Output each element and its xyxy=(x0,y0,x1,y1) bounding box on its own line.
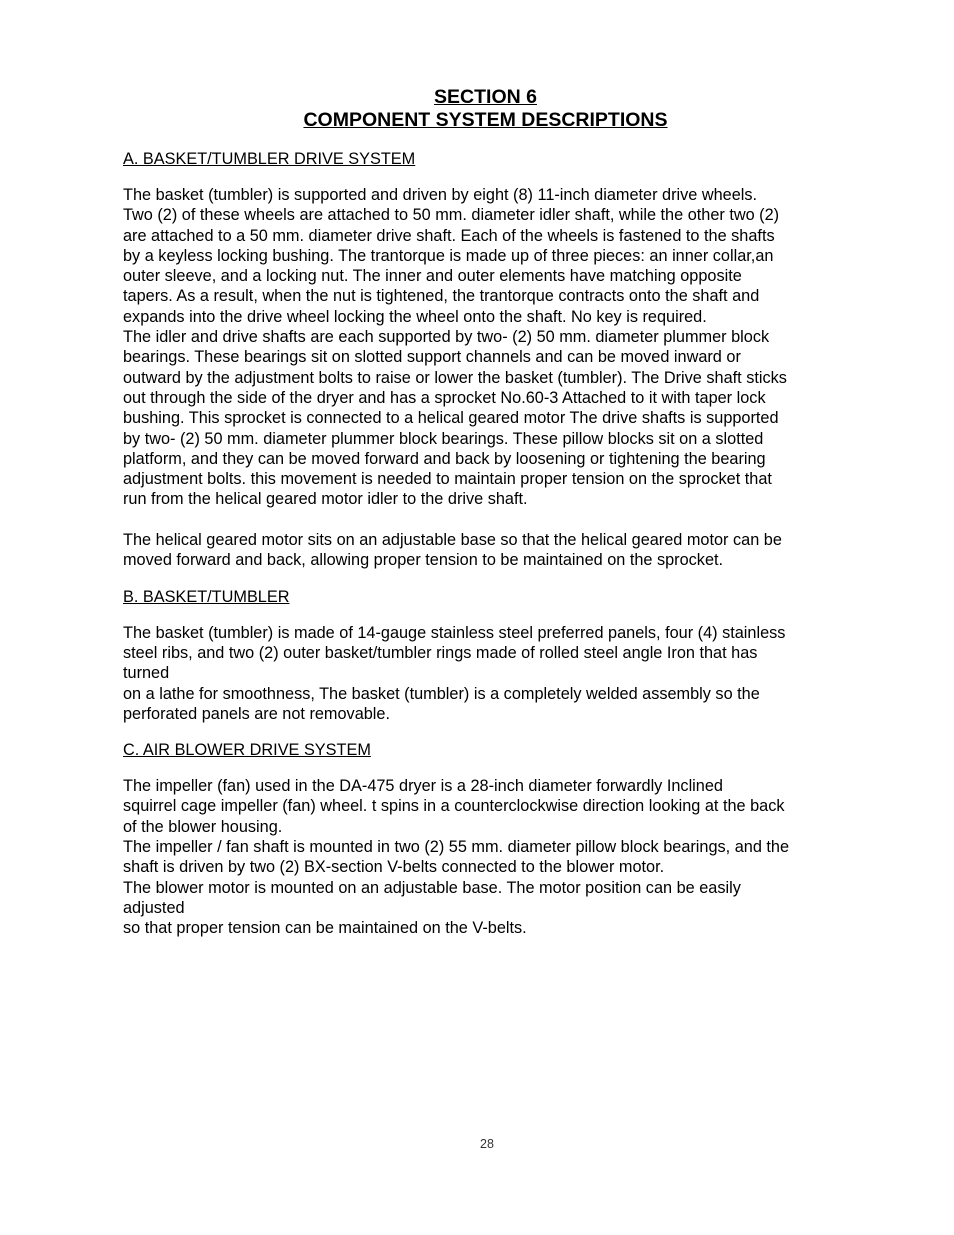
text-line: shaft is driven by two (2) BX-section V-belts connected to the blower motor. xyxy=(123,858,665,877)
text-line: adjusted xyxy=(123,898,185,917)
text-line: The blower motor is mounted on an adjustable base. The motor position can be easily xyxy=(123,878,741,897)
text-line: The impeller (fan) used in the DA-475 dryer is a 28-inch diameter forwardly Inclined xyxy=(123,777,723,796)
paragraph-basket-drive-1 xyxy=(123,185,848,510)
text-line: steel ribs, and two (2) outer basket/tumbler rings made of rolled steel angle Iron that has xyxy=(123,643,758,662)
text-line: adjustment bolts. this movement is needed to maintain proper tension on the sprocket that xyxy=(123,470,772,489)
text-line: are attached to a 50 mm. diameter drive shaft. Each of the wheels is fastened to the shafts xyxy=(123,226,775,245)
paragraph-basket-drive-2 xyxy=(123,530,848,571)
text-line: squirrel cage impeller (fan) wheel. t spins in a counterclockwise direction looking at the back xyxy=(123,797,785,816)
paragraph-air-blower-1 xyxy=(123,776,848,938)
text-line: The impeller / fan shaft is mounted in two (2) 55 mm. diameter pillow block bearings, and the xyxy=(123,838,790,857)
section-name: COMPONENT SYSTEM DESCRIPTIONS xyxy=(303,109,668,131)
text-line: moved forward and back, allowing proper tension to be maintained on the sprocket. xyxy=(123,551,724,570)
text-line: The idler and drive shafts are each supported by two- (2) 50 mm. diameter plummer block xyxy=(123,328,770,347)
text-line: on a lathe for smoothness, The basket (tumbler) is a completely welded assembly so the xyxy=(123,684,760,703)
text-line: out through the side of the dryer and has a sprocket No.60-3 Attached to it with taper lock xyxy=(123,388,766,407)
text-line: so that proper tension can be maintained on the V-belts. xyxy=(123,919,527,938)
heading-air-blower: C. AIR BLOWER DRIVE SYSTEM xyxy=(123,741,371,760)
heading-basket: B. BASKET/TUMBLER xyxy=(123,587,290,606)
text-line: expands into the drive wheel locking the wheel onto the shaft. No key is required. xyxy=(123,307,707,326)
text-line: Two (2) of these wheels are attached to 50 mm. diameter idler shaft, while the other two (2) xyxy=(123,206,780,225)
text-line: bearings. These bearings sit on slotted support channels and can be moved inward or xyxy=(123,348,741,367)
heading-basket-drive: A. BASKET/TUMBLER DRIVE SYSTEM xyxy=(123,150,416,168)
text-line: of the blower housing. xyxy=(123,817,283,836)
paragraph-basket-1 xyxy=(123,623,848,724)
section-number: SECTION 6 xyxy=(434,86,537,108)
text-line: tapers. As a result, when the nut is tightened, the trantorque contracts onto the shaft and xyxy=(123,287,760,306)
text-line: The basket (tumbler) is supported and driven by eight (8) 11-inch diameter drive wheels. xyxy=(123,186,758,204)
section-title xyxy=(123,86,848,132)
text-line: outer sleeve, and a locking nut. The inner and outer elements have matching opposite xyxy=(123,267,742,286)
text-line: run from the helical geared motor idler to the drive shaft. xyxy=(123,490,528,509)
text-line: The helical geared motor sits on an adjustable base so that the helical geared motor can be xyxy=(123,531,782,550)
text-line: outward by the adjustment bolts to raise or lower the basket (tumbler). The Drive shaft sticks xyxy=(123,368,787,387)
text-line: platform, and they can be moved forward and back by loosening or tightening the bearing xyxy=(123,449,766,468)
text-line: by a keyless locking bushing. The trantorque is made up of three pieces: an inner collar,an xyxy=(123,246,774,265)
text-line: The basket (tumbler) is made of 14-gauge stainless steel preferred panels, four (4) stainless xyxy=(123,623,786,642)
text-line: by two- (2) 50 mm. diameter plummer block bearings. These pillow blocks sit on a slotted xyxy=(123,429,764,448)
text-line: perforated panels are not removable. xyxy=(123,704,390,723)
text-line: bushing. This sprocket is connected to a helical geared motor The drive shafts is supported xyxy=(123,409,779,428)
page-number: 28 xyxy=(480,1137,494,1151)
text-line: turned xyxy=(123,664,170,683)
section-air-blower xyxy=(123,740,848,938)
section-basket xyxy=(123,587,848,724)
section-basket-drive xyxy=(123,149,848,571)
document-page xyxy=(123,86,848,939)
